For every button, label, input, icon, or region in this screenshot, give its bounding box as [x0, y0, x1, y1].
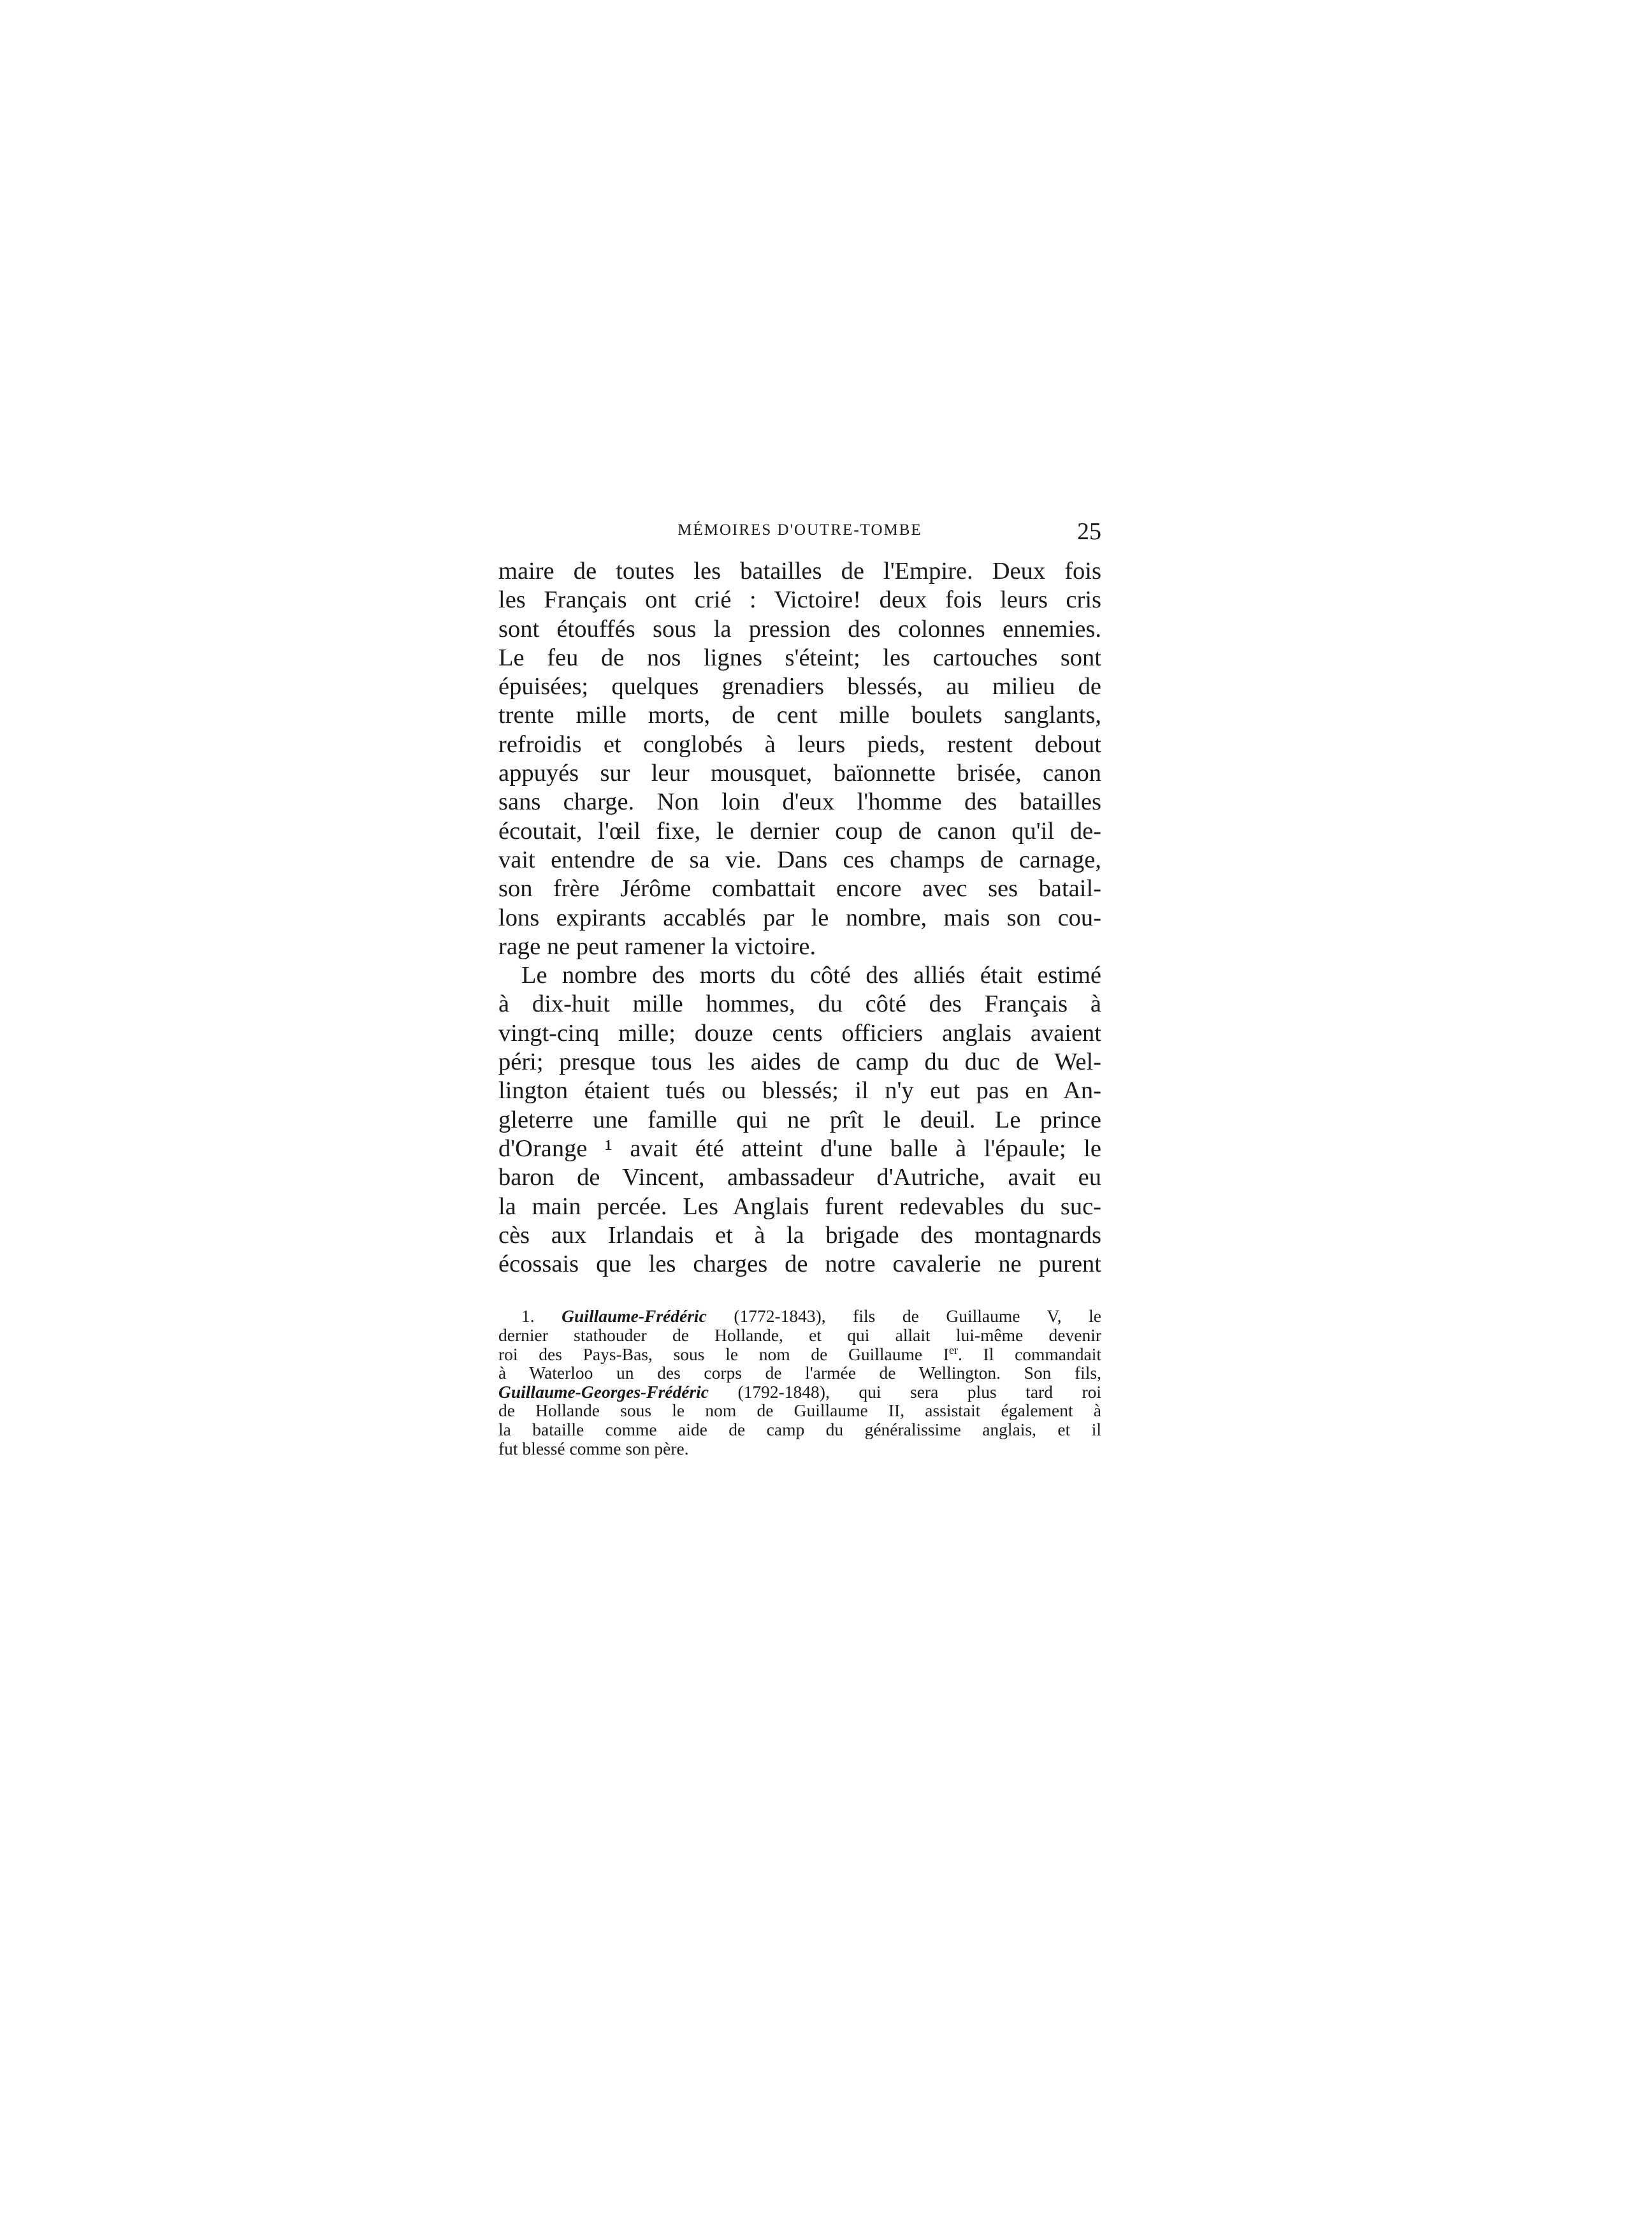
running-title: MÉMOIRES D'OUTRE-TOMBE: [677, 521, 922, 539]
body-text: [498, 557, 1101, 1279]
footnote-line: [498, 1383, 1101, 1402]
footnote-text: (1772-1843), fils de Guillaume V, le: [706, 1306, 1101, 1326]
text-line: trente mille morts, de cent mille boulets sanglants,: [498, 702, 1101, 729]
text-line: vingt-cinq mille; douze cents officiers anglais avaient: [498, 1019, 1101, 1047]
footnote-line: de Hollande sous le nom de Guillaume II, assistait également à: [498, 1400, 1101, 1421]
text-line: sont étouffés sous la pression des colonnes ennemies.: [498, 615, 1101, 642]
text-line: refroidis et conglobés à leurs pieds, restent debout: [498, 730, 1101, 758]
footnote-superscript: er: [948, 1343, 958, 1356]
text-line: baron de Vincent, ambassadeur d'Autriche, avait eu: [498, 1164, 1101, 1191]
running-head: [498, 518, 1101, 546]
footnote-number: 1.: [521, 1306, 535, 1326]
footnote-line: la bataille comme aide de camp du généralissime anglais, et il: [498, 1419, 1101, 1439]
footnote-line: à Waterloo un des corps de l'armée de Wellington. Son fils,: [498, 1363, 1101, 1383]
text-line: lons expirants accablés par le nombre, mais son cou-: [498, 904, 1101, 931]
footnote-line: [498, 1345, 1101, 1364]
footnote-name: Guillaume-Frédéric: [562, 1306, 707, 1326]
text-line: vait entendre de sa vie. Dans ces champs de carnage,: [498, 846, 1101, 873]
book-page: [498, 518, 1101, 1458]
text-line: épuisées; quelques grenadiers blessés, au milieu de: [498, 673, 1101, 701]
text-line: gleterre une famille qui ne prît le deuil. Le prince: [498, 1106, 1101, 1133]
text-line: Le feu de nos lignes s'éteint; les cartouches sont: [498, 644, 1101, 671]
footnote-line: dernier stathouder de Hollande, et qui allait lui-même devenir: [498, 1325, 1101, 1346]
text-line: à dix-huit mille hommes, du côté des Français à: [498, 991, 1101, 1018]
text-line: les Français ont crié : Victoire! deux fois leurs cris: [498, 586, 1101, 614]
text-line: Le nombre des morts du côté des alliés était estimé: [521, 962, 1101, 989]
footnote-text: roi des Pays-Bas, sous le nom de Guillaume I: [498, 1344, 949, 1364]
page-number: 25: [1077, 518, 1101, 545]
text-line: maire de toutes les batailles de l'Empire. Deux fois: [498, 558, 1101, 584]
footnote: [498, 1307, 1101, 1458]
paragraph-1: [498, 557, 1101, 961]
text-line: lington étaient tués ou blessés; il n'y eut pas en An-: [498, 1077, 1101, 1105]
text-line: écoutait, l'œil fixe, le dernier coup de canon qu'il de-: [498, 817, 1101, 845]
footnote-text: (1792-1848), qui sera plus tard roi: [708, 1381, 1101, 1402]
text-line: la main percée. Les Anglais furent redevables du suc-: [498, 1193, 1101, 1220]
text-line: rage ne peut ramener la victoire.: [498, 933, 816, 960]
text-line: péri; presque tous les aides de camp du duc de Wel-: [498, 1049, 1101, 1076]
text-line: d'Orange ¹ avait été atteint d'une balle à l'épaule; le: [498, 1135, 1101, 1162]
footnote-text: . Il commandait: [957, 1344, 1101, 1364]
footnote-line: fut blessé comme son père.: [498, 1438, 689, 1458]
paragraph-2: [498, 961, 1101, 1279]
footnote-line: [521, 1307, 1101, 1326]
text-line: son frère Jérôme combattait encore avec ses batail-: [498, 875, 1101, 903]
text-line: sans charge. Non loin d'eux l'homme des batailles: [498, 788, 1101, 816]
footnote-name: Guillaume-Georges-Frédéric: [498, 1381, 709, 1402]
text-line: écossais que les charges de notre cavalerie ne purent: [498, 1251, 1101, 1278]
text-line: appuyés sur leur mousquet, baïonnette brisée, canon: [498, 760, 1101, 787]
text-line: cès aux Irlandais et à la brigade des montagnards: [498, 1221, 1101, 1249]
